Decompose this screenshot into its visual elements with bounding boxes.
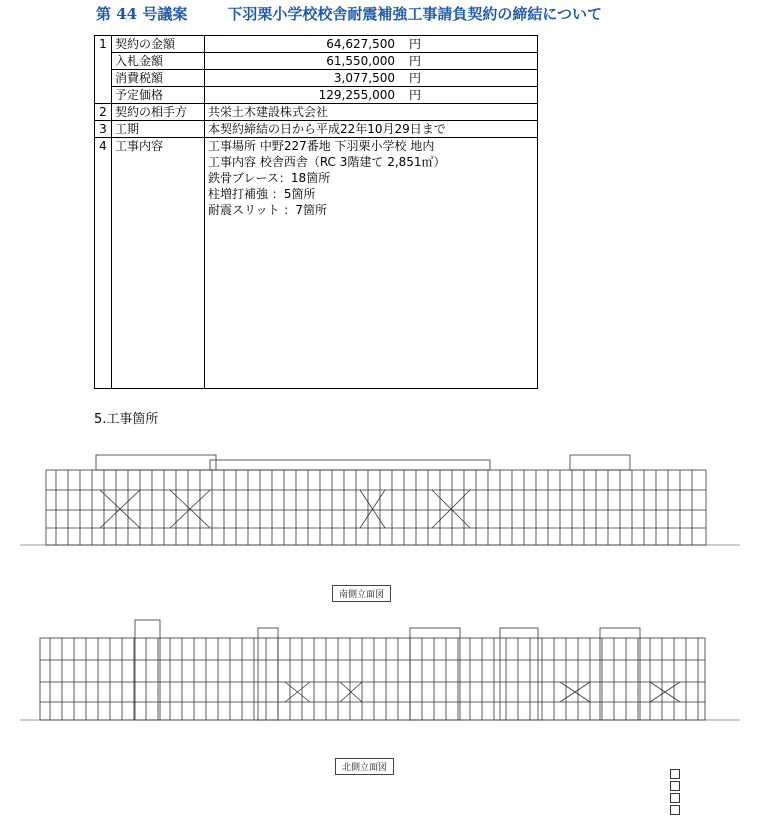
bid-value: 61,550,000 円 bbox=[205, 53, 538, 70]
drawing-legend bbox=[670, 768, 686, 816]
north-brace-3 bbox=[560, 682, 590, 702]
estimate-label: 予定価格 bbox=[112, 87, 205, 104]
contractor-value: 共栄土木建設株式会社 bbox=[205, 104, 538, 121]
legend-item bbox=[670, 804, 686, 816]
north-brace-4 bbox=[650, 682, 680, 702]
amount-label: 契約の金額 bbox=[112, 36, 205, 53]
contractor-label: 契約の相手方 bbox=[112, 104, 205, 121]
work-brace: 鉄骨ブレース：18箇所 bbox=[208, 171, 331, 185]
legend-item bbox=[670, 792, 686, 804]
work-column: 柱増打補強 ：5箇所 bbox=[208, 187, 316, 201]
north-brace-1 bbox=[285, 682, 310, 702]
legend-item bbox=[670, 768, 686, 780]
row-number: 2 bbox=[95, 104, 112, 121]
period-value: 本契約締結の日から平成22年10月29日まで bbox=[205, 121, 538, 138]
brace-symbol-icon bbox=[670, 769, 680, 779]
row-number: 4 bbox=[95, 138, 112, 389]
south-elevation-caption: 南側立面図 bbox=[332, 585, 391, 602]
south-brace-3 bbox=[360, 490, 385, 528]
amount-value: 64,627,500 円 bbox=[205, 36, 538, 53]
row-number: 3 bbox=[95, 121, 112, 138]
column-symbol-icon bbox=[670, 781, 680, 791]
slit-symbol-icon bbox=[670, 793, 680, 803]
north-brace-2 bbox=[340, 682, 362, 702]
section-title: 5.工事箇所 bbox=[94, 412, 159, 427]
bid-label: 入札金額 bbox=[112, 53, 205, 70]
estimate-value: 129,255,000 円 bbox=[205, 87, 538, 104]
work-location: 工事場所 中野227番地 下羽栗小学校 地内 bbox=[208, 139, 435, 153]
work-slit: 耐震スリット ：7箇所 bbox=[208, 203, 327, 217]
exterior-symbol-icon bbox=[670, 805, 680, 815]
row-number: 1 bbox=[95, 36, 112, 104]
work-label: 工事内容 bbox=[112, 138, 205, 389]
south-brace-1 bbox=[100, 490, 140, 528]
south-elevation bbox=[20, 455, 740, 545]
north-elevation-caption: 北側立面図 bbox=[335, 758, 394, 775]
agenda-title: 下羽栗小学校校舎耐震補強工事請負契約の締結について bbox=[227, 5, 603, 23]
tax-value: 3,077,500 円 bbox=[205, 70, 538, 87]
north-elevation bbox=[20, 620, 740, 720]
period-label: 工期 bbox=[112, 121, 205, 138]
tax-label: 消費税額 bbox=[112, 70, 205, 87]
work-content: 工事内容 校舎西舎（RC 3階建て 2,851㎡） bbox=[208, 155, 446, 169]
agenda-number: 第 44 号議案 bbox=[96, 5, 188, 23]
legend-item bbox=[670, 780, 686, 792]
